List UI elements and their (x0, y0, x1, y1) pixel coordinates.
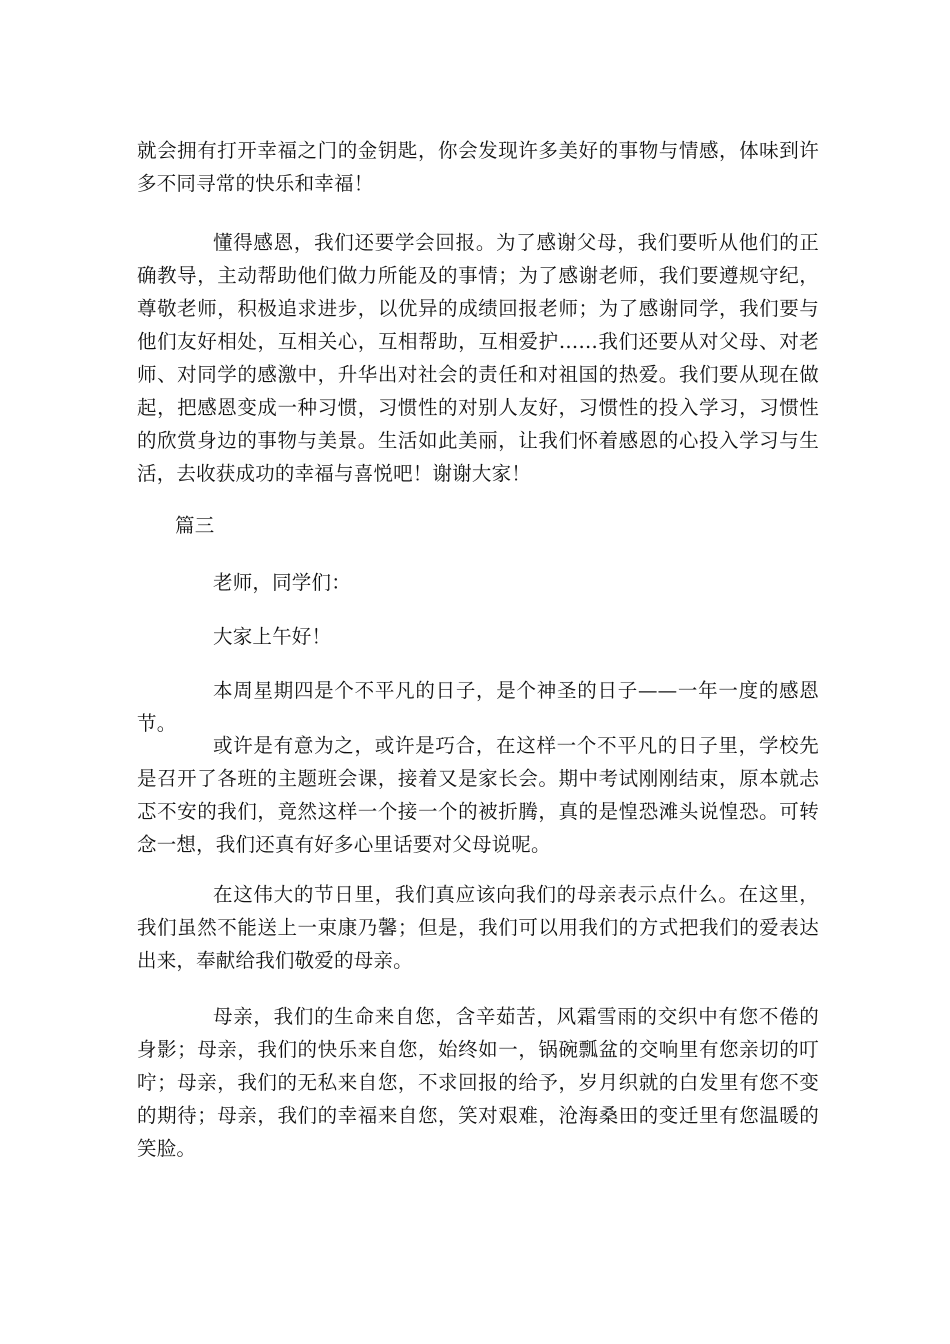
paragraph-salutation: 老师，同学们： (213, 571, 351, 594)
paragraph-mother-tribute: 母亲，我们的生命来自您，含辛茹苦，风霜雪雨的交织中有您不倦的身影；母亲，我们的快乐来自您，始终如一，锅碗瓢盆的交响里有您亲切的叮咛；母亲，我们的无私来自您，不求回报的给予，岁月织就的白发里有您不变的期待；母亲，我们的幸福来自您，笑对艰难，沧海桑田的变迁里有您温暖的笑脸。 (137, 1005, 819, 1160)
paragraph-continuation: 就会拥有打开幸福之门的金钥匙，你会发现许多美好的事物与情感，体味到许多不同寻常的快乐和幸福！ (137, 139, 819, 195)
paragraph-festival-mother: 在这伟大的节日里，我们真应该向我们的母亲表示点什么。在这里，我们虽然不能送上一束康乃馨；但是，我们可以用我们的方式把我们的爱表达出来，奉献给我们敬爱的母亲。 (137, 883, 819, 972)
paragraph-school-events: 或许是有意为之，或许是巧合，在这样一个不平凡的日子里，学校先是召开了各班的主题班会课，接着又是家长会。期中考试刚刚结束，原本就忐忑不安的我们，竟然这样一个接一个的被折腾，真的是惶恐滩头说惶恐。可转念一想，我们还真有好多心里话要对父母说呢。 (137, 734, 819, 856)
section-heading-pian-san: 篇三 (175, 514, 215, 537)
paragraph-greeting: 大家上午好！ (213, 625, 332, 648)
paragraph-thanksgiving-day: 本周星期四是个不平凡的日子，是个神圣的日子——一年一度的感恩节。 (137, 679, 819, 735)
paragraph-gratitude-return: 懂得感恩，我们还要学会回报。为了感谢父母，我们要听从他们的正确教导，主动帮助他们做力所能及的事情；为了感谢老师，我们要遵规守纪，尊敬老师，积极追求进步，以优异的成绩回报老师；为了感谢同学，我们要与他们友好相处，互相关心，互相帮助，互相爱护……我们还要从对父母、对老师、对同学的感激中，升华出对社会的责任和对祖国的热爱。我们要从现在做起，把感恩变成一种习惯，习惯性的对别人友好，习惯性的投入学习，习惯性的欣赏身边的事物与美景。生活如此美丽，让我们怀着感恩的心投入学习与生活，去收获成功的幸福与喜悦吧！谢谢大家！ (137, 231, 819, 485)
